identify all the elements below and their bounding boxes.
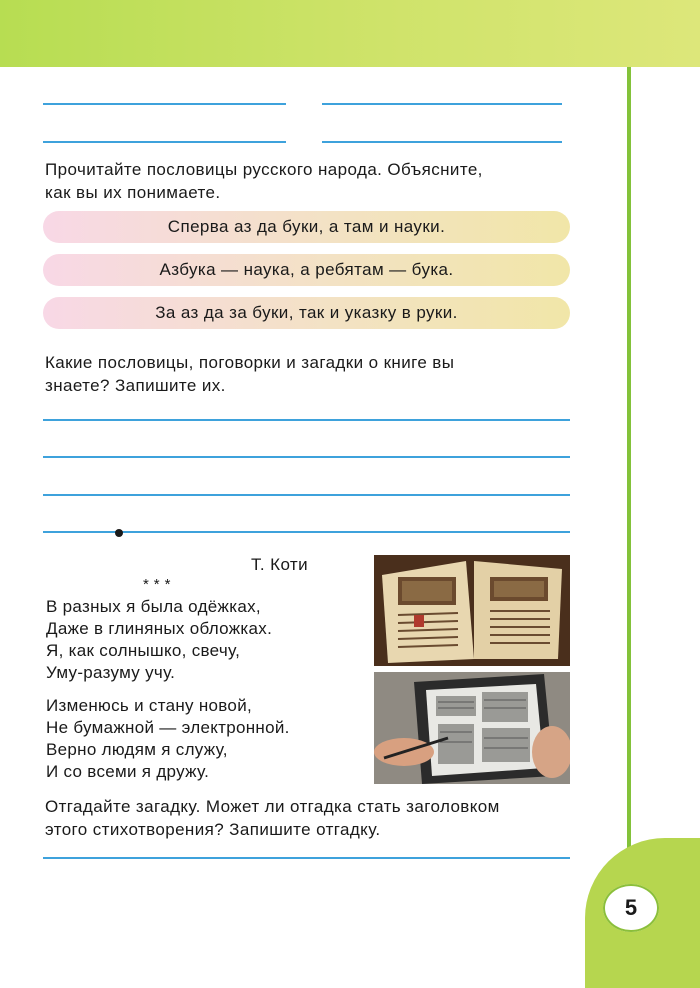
instruction-proverbs: Прочитайте пословицы русского народа. Объясните, как вы их понимаете. bbox=[45, 160, 483, 202]
ink-dot bbox=[115, 529, 123, 537]
proverb-banner-2: Азбука — наука, а ребятам — бука. bbox=[43, 254, 570, 286]
proverb-banner-3: За аз да за буки, так и указку в руки. bbox=[43, 297, 570, 329]
poem-author: Т. Коти bbox=[251, 555, 309, 574]
page-number: 5 bbox=[603, 884, 659, 932]
tablet-image bbox=[374, 672, 570, 784]
poem-stars: * * * bbox=[143, 576, 171, 593]
answer-line[interactable] bbox=[322, 141, 562, 143]
poem-line: Изменюсь и стану новой, bbox=[46, 696, 253, 715]
answer-line[interactable] bbox=[43, 141, 286, 143]
answer-line[interactable] bbox=[43, 456, 570, 458]
answer-line[interactable] bbox=[322, 103, 562, 105]
poem-line: Не бумажной — электронной. bbox=[46, 718, 290, 737]
answer-line[interactable] bbox=[43, 103, 286, 105]
instruction-write-proverbs: Какие пословицы, поговорки и загадки о книге вы знаете? Запишите их. bbox=[45, 353, 455, 395]
poem-line: Уму-разуму учу. bbox=[46, 663, 176, 682]
poem-line: Верно людям я служу, bbox=[46, 740, 228, 759]
poem-line: Я, как солнышко, свечу, bbox=[46, 641, 241, 660]
right-margin-rule bbox=[627, 67, 631, 887]
instruction-riddle: Отгадайте загадку. Может ли отгадка стать заголовком этого стихотворения? Запишите отгадку. bbox=[45, 797, 500, 839]
answer-line[interactable] bbox=[43, 494, 570, 496]
answer-line[interactable] bbox=[43, 857, 570, 859]
answer-line[interactable] bbox=[43, 419, 570, 421]
poem-line: Даже в глиняных обложках. bbox=[46, 619, 273, 638]
top-color-band bbox=[0, 0, 700, 67]
poem-stanza-2 bbox=[46, 695, 290, 783]
old-book-image bbox=[374, 555, 570, 666]
poem-line: И со всеми я дружу. bbox=[46, 762, 210, 781]
poem-stanza-1 bbox=[46, 596, 272, 684]
proverb-banner-1: Сперва аз да буки, а там и науки. bbox=[43, 211, 570, 243]
poem-line: В разных я была одёжках, bbox=[46, 597, 261, 616]
